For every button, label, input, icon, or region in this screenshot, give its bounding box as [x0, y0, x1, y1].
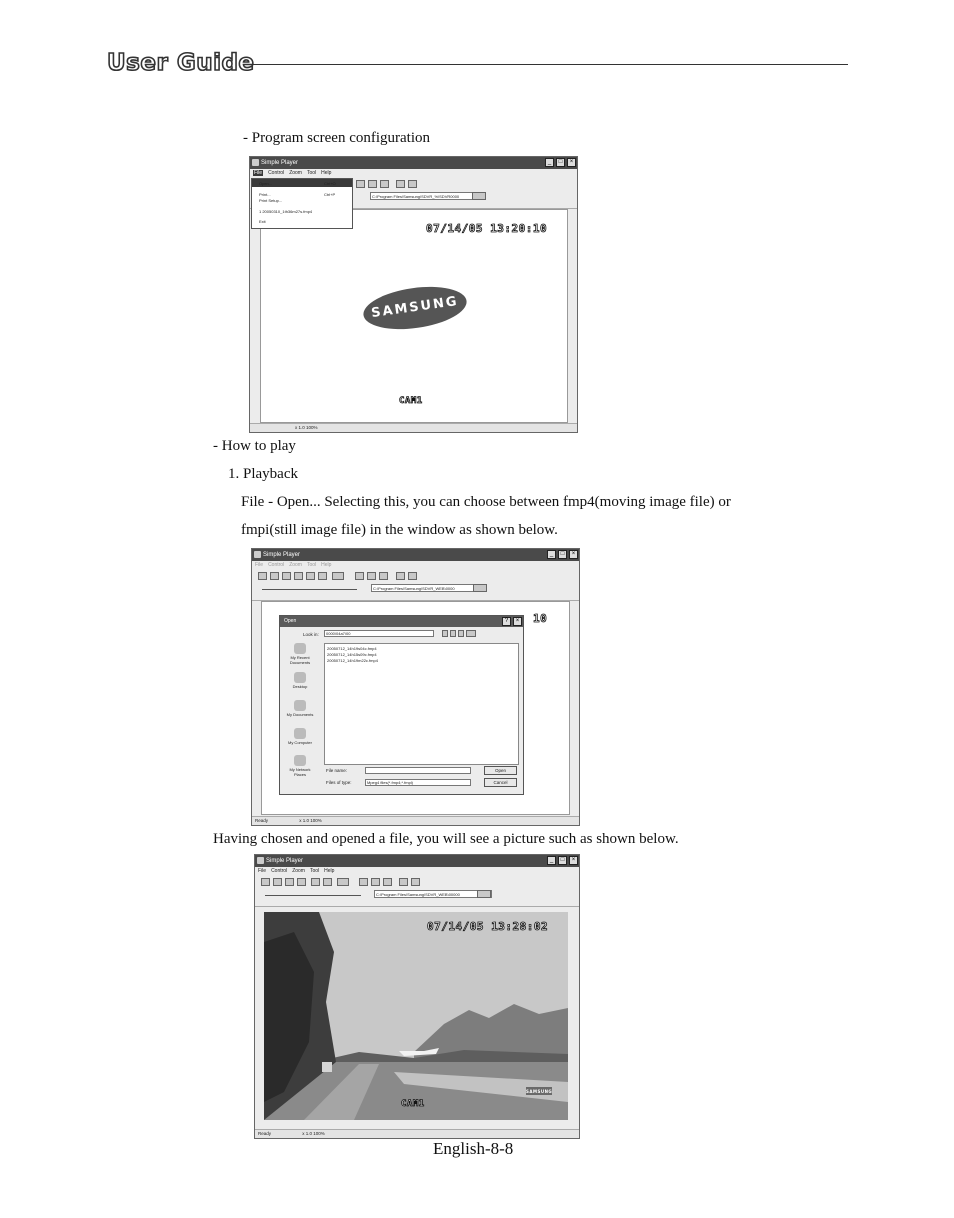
menu-zoom[interactable]: Zoom — [289, 170, 302, 176]
video-frame — [264, 912, 568, 1120]
maximize-button[interactable]: □ — [556, 158, 565, 167]
section-heading: - Program screen configuration — [243, 130, 431, 146]
rewind-icon[interactable] — [311, 878, 320, 886]
playback-line-2: fmpi(still image file) in the window as shown below. — [241, 522, 558, 538]
my-documents-icon — [294, 700, 306, 711]
header-rule — [245, 64, 848, 65]
place-desktop[interactable]: Desktop — [283, 672, 317, 690]
file-item[interactable]: 20050712_14h15s09c.fmp4 — [327, 652, 377, 657]
place-my-documents[interactable]: My Documents — [283, 700, 317, 718]
file-list — [324, 643, 519, 765]
title-bar — [255, 855, 579, 867]
menu-zoom[interactable]: Zoom — [289, 562, 302, 568]
menu-tool[interactable]: Tool — [306, 170, 317, 176]
menu-file[interactable]: File — [255, 562, 264, 568]
zoom-status: x 1.0 100% — [302, 1131, 325, 1136]
how-to-play-heading: - How to play — [213, 438, 296, 454]
zoom-out-icon[interactable] — [371, 878, 380, 886]
pause-icon[interactable] — [282, 572, 291, 580]
menu-zoom[interactable]: Zoom — [292, 868, 305, 874]
status-ready: Ready — [258, 1131, 272, 1136]
menu-help[interactable]: Help — [324, 868, 335, 874]
dialog-title: Open — [280, 616, 523, 627]
title-bar — [252, 549, 579, 561]
menu-tool[interactable]: Tool — [309, 868, 320, 874]
place-recent[interactable]: My Recent Documents — [283, 643, 317, 665]
menu-item-open[interactable]: Open... — [259, 181, 273, 186]
maximize-button[interactable]: □ — [558, 550, 567, 559]
status-ready: Ready — [255, 818, 269, 823]
snapshot-icon[interactable] — [399, 878, 408, 886]
zoom-in-icon[interactable] — [356, 180, 365, 188]
speed-dropdown[interactable] — [332, 572, 344, 580]
minimize-button[interactable]: _ — [547, 550, 556, 559]
menu-file[interactable]: File — [258, 868, 267, 874]
video-viewport — [260, 209, 568, 423]
file-path-field[interactable]: C:\Program Files\Samsung\SDVR_WEB\0000 — [371, 584, 487, 592]
window-title: Simple Player — [263, 552, 301, 558]
shortcut-open: Ctrl+O — [324, 181, 336, 186]
shortcut-print: Ctrl+P — [324, 192, 336, 197]
open-file-dialog — [279, 615, 524, 795]
look-in-select[interactable]: 0000\04a7\00 — [324, 630, 434, 637]
place-my-computer[interactable]: My Computer — [283, 728, 317, 746]
stop-icon[interactable] — [294, 572, 303, 580]
player-window-open-dialog — [251, 548, 580, 826]
browse-button[interactable] — [477, 890, 491, 898]
toolbar — [255, 876, 579, 907]
file-name-input[interactable] — [365, 767, 471, 774]
status-bar — [255, 1129, 579, 1138]
close-button[interactable]: × — [567, 158, 576, 167]
after-open-text: Having chosen and opened a file, you will see a picture such as shown below. — [213, 831, 679, 847]
player-window-playback — [254, 854, 580, 1139]
browse-button[interactable] — [472, 192, 486, 200]
close-button[interactable]: × — [569, 856, 578, 865]
menu-help[interactable]: Help — [321, 170, 332, 176]
zoom-in-icon[interactable] — [355, 572, 364, 580]
menu-item-print-setup[interactable]: Print Setup... — [259, 198, 283, 203]
close-button[interactable]: × — [569, 550, 578, 559]
runway-scene-image — [264, 912, 568, 1120]
help-icon[interactable]: ? — [502, 617, 511, 626]
playback-line-1: File - Open... Selecting this, you can choose between fmp4(moving image file) or — [241, 494, 731, 510]
file-item[interactable]: 20050712_14h19m22c.fmp4 — [327, 658, 378, 663]
zoom-out-icon[interactable] — [367, 572, 376, 580]
menu-bar — [252, 561, 579, 570]
osd-datetime: 07/14/05 13:20:10 — [426, 222, 548, 235]
app-icon — [254, 551, 261, 558]
page-number: English-8-8 — [433, 1139, 514, 1158]
status-bar — [252, 816, 579, 825]
file-menu-dropdown — [251, 178, 353, 229]
speed-dropdown[interactable] — [337, 878, 349, 886]
minimize-button[interactable]: _ — [545, 158, 554, 167]
open-button[interactable]: Open — [484, 766, 517, 775]
prev-icon[interactable] — [258, 572, 267, 580]
window-title: Simple Player — [266, 858, 304, 864]
rewind-icon[interactable] — [306, 572, 315, 580]
menu-file[interactable]: File — [254, 170, 263, 176]
look-in-label: Look in: — [303, 632, 319, 637]
file-type-label: Files of type: — [326, 780, 352, 785]
samsung-watermark: SAMSUNG — [526, 1089, 553, 1094]
recent-documents-icon — [294, 643, 306, 654]
menu-item-recent-file[interactable]: 1 20050310_1th36m27s.fmp4 — [259, 209, 313, 214]
file-path-field[interactable]: C:\Program Files\Samsung\SDVR_WEB\00000 — [374, 890, 492, 898]
fit-icon[interactable] — [379, 572, 388, 580]
place-network[interactable]: My Network Places — [283, 755, 317, 777]
seek-slider[interactable] — [262, 589, 357, 590]
status-bar — [250, 423, 577, 432]
fit-icon[interactable] — [383, 878, 392, 886]
file-path-field[interactable]: C:\Program Files\Samsung\SDVR_%\SDVR0000 — [370, 192, 485, 200]
fit-icon[interactable] — [380, 180, 389, 188]
osd-camera: CAM1 — [399, 396, 423, 406]
my-computer-icon — [294, 728, 306, 739]
cancel-button[interactable]: Cancel — [484, 778, 517, 787]
menu-bar — [250, 169, 577, 178]
osd-datetime: 07/14/05 13:28:02 — [427, 920, 549, 933]
seek-slider[interactable] — [265, 895, 361, 896]
window-title: Simple Player — [261, 160, 299, 166]
user-guide-logo: User Guide — [107, 50, 255, 76]
forward-icon[interactable] — [323, 878, 332, 886]
zoom-status: x 1.0 100% — [299, 818, 322, 823]
play-icon[interactable] — [270, 572, 279, 580]
file-name-label: File name: — [326, 768, 348, 773]
browse-button[interactable] — [473, 584, 487, 592]
title-bar — [250, 157, 577, 169]
menu-item-print[interactable]: Print... — [259, 192, 271, 197]
menu-control[interactable]: Control — [268, 562, 285, 568]
forward-icon[interactable] — [318, 572, 327, 580]
desktop-icon — [294, 672, 306, 683]
play-icon[interactable] — [273, 878, 282, 886]
osd-time-partial: 10 — [533, 612, 548, 625]
app-icon — [252, 159, 259, 166]
minimize-button[interactable]: _ — [547, 856, 556, 865]
network-places-icon — [294, 755, 306, 766]
snapshot-icon[interactable] — [396, 572, 405, 580]
up-folder-icon[interactable] — [450, 630, 456, 637]
toolbar — [252, 570, 579, 601]
player-window-file-menu — [249, 156, 578, 433]
print-icon[interactable] — [408, 180, 417, 188]
file-item[interactable]: 20050712_14h19s04c.fmp4 — [327, 646, 377, 651]
new-folder-icon[interactable] — [458, 630, 464, 637]
samsung-logo: SAMSUNG — [361, 281, 470, 335]
menu-tool[interactable]: Tool — [306, 562, 317, 568]
zoom-out-icon[interactable] — [368, 180, 377, 188]
prev-icon[interactable] — [261, 878, 270, 886]
menu-help[interactable]: Help — [321, 562, 332, 568]
stop-icon[interactable] — [297, 878, 306, 886]
close-icon[interactable]: × — [513, 617, 522, 626]
menu-item-exit[interactable]: Exit — [259, 219, 266, 224]
snapshot-icon[interactable] — [396, 180, 405, 188]
zoom-in-icon[interactable] — [359, 878, 368, 886]
maximize-button[interactable]: □ — [558, 856, 567, 865]
print-icon[interactable] — [411, 878, 420, 886]
menu-control[interactable]: Control — [271, 868, 288, 874]
pause-icon[interactable] — [285, 878, 294, 886]
file-type-select[interactable]: Mpeg4 files(*.fmp4;*.fmpi) — [365, 779, 471, 786]
app-icon — [257, 857, 264, 864]
menu-bar — [255, 867, 579, 876]
print-icon[interactable] — [408, 572, 417, 580]
playback-title: 1. Playback — [228, 466, 298, 482]
back-icon[interactable] — [442, 630, 448, 637]
zoom-status: x 1.0 100% — [295, 425, 318, 430]
view-menu-icon[interactable] — [466, 630, 476, 637]
osd-camera: CAM1 — [401, 1099, 425, 1109]
menu-control[interactable]: Control — [268, 170, 285, 176]
